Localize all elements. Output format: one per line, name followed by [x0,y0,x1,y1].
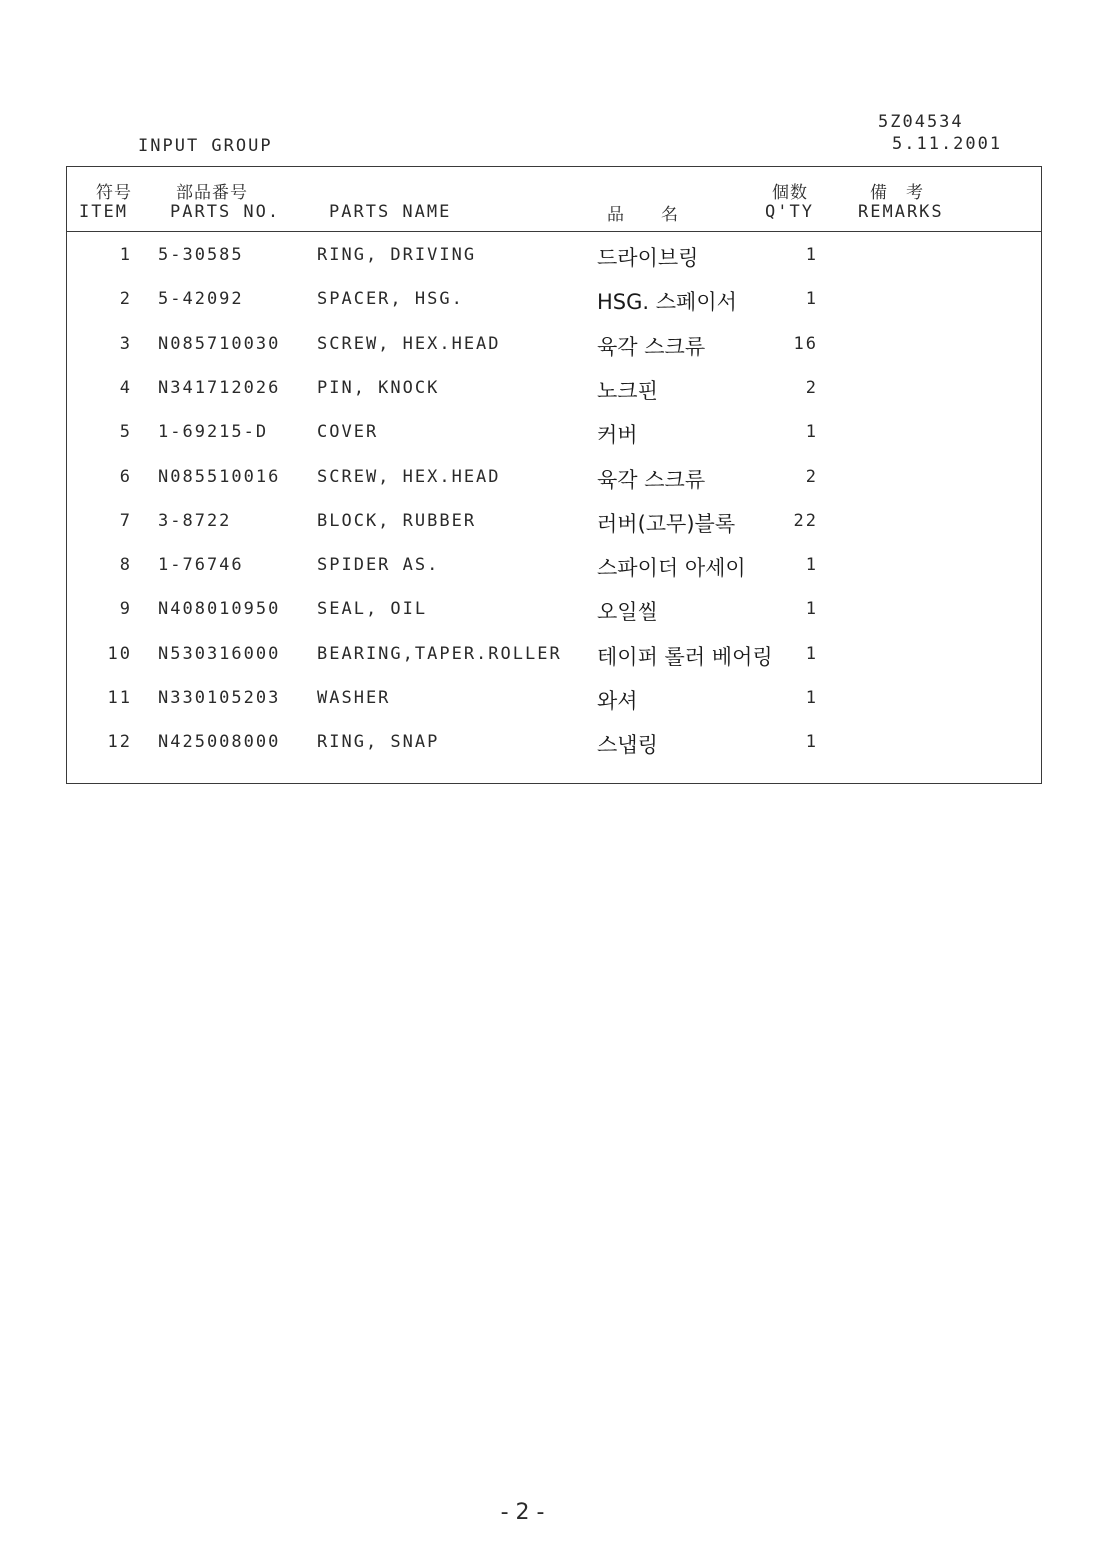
row-parts-number: N425008000 [158,732,281,753]
page-number: - 2 - [500,1500,545,1525]
row-quantity: 1 [805,555,818,576]
row-parts-name: PIN, KNOCK [317,377,440,398]
row-parts-name: BLOCK, RUBBER [317,510,477,531]
row-korean-name: HSG. 스페이서 [597,290,737,315]
column-header-parts-no: PARTS NO. [170,202,281,222]
column-header-korean-name-cjk: 品 名 [607,205,679,225]
row-quantity: 2 [805,377,818,398]
row-quantity: 1 [805,289,818,310]
row-korean-name: 커버 [597,423,638,448]
row-korean-name: 스냅링 [597,733,658,758]
row-quantity: 1 [805,599,818,620]
row-item-number: 1 [119,245,132,265]
column-header-qty: Q'TY [765,202,814,222]
row-korean-name: 와셔 [597,689,638,713]
row-parts-number: 5-42092 [158,289,244,310]
column-header-parts-no-cjk: 部品番号 [176,183,248,203]
row-parts-number: N341712026 [158,377,281,398]
row-parts-name: SCREW, HEX.HEAD [317,333,501,354]
row-parts-number: N530316000 [158,643,281,664]
row-korean-name: 테이퍼 롤러 베어링 [597,644,773,669]
row-parts-number: N085510016 [158,466,281,487]
row-parts-name: RING, SNAP [317,732,440,753]
row-parts-name: COVER [317,422,379,443]
row-parts-name: SPACER, HSG. [317,289,464,310]
row-parts-name: SEAL, OIL [317,599,428,620]
row-quantity: 1 [805,688,818,708]
row-parts-number: N408010950 [158,599,281,620]
row-parts-number: 1-69215-D [158,422,269,443]
header-divider [66,231,1042,232]
row-quantity: 2 [805,466,818,487]
row-parts-name: RING, DRIVING [317,245,477,265]
row-parts-number: N085710030 [158,333,281,354]
row-korean-name: 노크핀 [597,378,658,403]
row-item-number: 8 [119,555,132,576]
group-title: INPUT GROUP [138,136,273,156]
row-korean-name: 육각 스크류 [597,467,706,492]
row-item-number: 11 [107,688,132,708]
row-quantity: 1 [805,245,818,265]
column-header-item: ITEM [79,202,128,222]
row-quantity: 22 [793,510,818,531]
row-parts-name: SCREW, HEX.HEAD [317,466,501,487]
row-item-number: 3 [119,333,132,354]
row-item-number: 7 [119,510,132,531]
row-korean-name: 드라이브링 [597,246,699,270]
row-parts-name: BEARING,TAPER.ROLLER [317,643,562,664]
row-item-number: 2 [119,289,132,310]
row-quantity: 1 [805,732,818,753]
row-korean-name: 오일씰 [597,600,658,625]
row-quantity: 1 [805,643,818,664]
column-header-qty-cjk: 個数 [772,183,808,203]
column-header-item-cjk: 符号 [96,183,132,203]
row-korean-name: 스파이더 아세이 [597,556,746,581]
column-header-remarks-cjk: 備 考 [870,183,924,203]
row-item-number: 4 [119,377,132,398]
row-parts-number: 3-8722 [158,510,232,531]
row-quantity: 1 [805,422,818,443]
row-item-number: 12 [107,732,132,753]
row-quantity: 16 [793,333,818,354]
column-header-parts-name: PARTS NAME [329,202,452,222]
column-header-remarks: REMARKS [858,202,944,222]
row-item-number: 9 [119,599,132,620]
row-korean-name: 러버(고무)블록 [597,511,736,536]
row-parts-number: 1-76746 [158,555,244,576]
row-item-number: 5 [119,422,132,443]
row-item-number: 10 [107,643,132,664]
row-item-number: 6 [119,466,132,487]
document-date: 5.11.2001 [892,134,1003,154]
row-parts-number: N330105203 [158,688,281,708]
document-code: 5Z04534 [878,112,964,132]
row-parts-name: SPIDER AS. [317,555,440,576]
row-parts-number: 5-30585 [158,245,244,265]
row-korean-name: 육각 스크류 [597,334,706,359]
row-parts-name: WASHER [317,688,391,708]
